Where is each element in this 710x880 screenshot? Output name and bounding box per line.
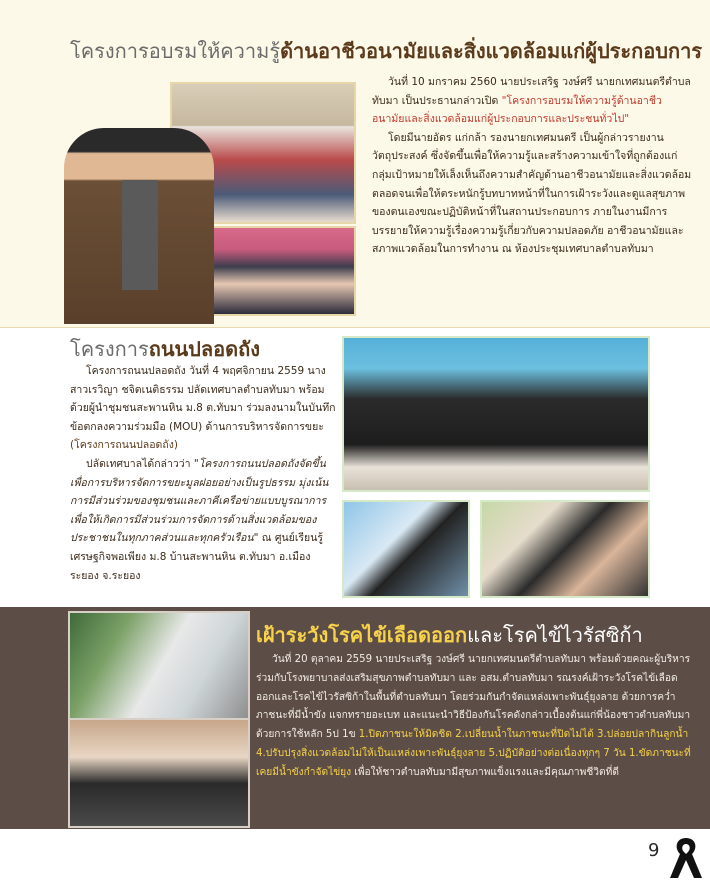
section2-project-link: (โครงการถนนปลอดถัง) — [70, 439, 178, 452]
mourning-ribbon-icon — [666, 832, 706, 880]
section3-title-rest: และโรคไข้ไวรัสซิก้า — [467, 623, 643, 647]
section3-prevention-steps: 1.ปิดภาชนะให้มิดชิด 2.เปลี่ยนน้ำในภาชนะที่ปิดไม่ได้ 3.ปล่อยปลากินลูกน้ำ 4.ปรับปรุงสิ่งแวดล้อมไม่ให้เป็นแหล่งเพาะพันธุ์ยุงลาย 5.ปฏิบัติอย่างต่อเนื่องทุกๆ 7 วัน 1.ขัดภาชนะที่เคยมีน้ำขังกำจัดไข่ยุง — [256, 729, 691, 778]
section2-para2-end: ณ ศูนย์เรียนรู้เศรษฐกิจพอเพียง ม.8 บ้านสะพานหิน ต.ทับมา อ.เมืองระยอง จ.ระยอง — [70, 532, 324, 582]
section2-para2-start: ปลัดเทศบาลได้กล่าวว่า — [86, 457, 194, 470]
section2-title — [70, 336, 260, 362]
section1-para1: วันที่ 10 มกราคม 2560 นายประเสริฐ วงษ์ศรี นายกเทศมนตรีตำบลทับมา เป็นประธานกล่าวเปิด — [372, 76, 691, 107]
section3-para-start: วันที่ 20 ตุลาคม 2559 นายประเสริฐ วงษ์ศรี นายกเทศมนตรีตำบลทับมา พร้อมด้วยคณะผู้บริหาร ร่วมกับโรงพยาบาลส่งเสริมสุขภาพตำบลทับมา และ อสม.ตำบลทับมา รณรงค์เฝ้าระวังโรคไข้เลือดออกและโรคไข้ไวรัสซิก้าในพื้นที่ตำบลทับมา โดยร่วมกันกำจัดแหล่งเพาะพันธุ์ยุงลาย ด้วยการคว่ำภาชนะที่มีน้ำขัง แจกทรายอะเบท และแนะนำวิธีป้องกันโรคดังกล่าวเบื้องต้นแก่พี่น้องชาวตำบลทับมา ด้วยการใช้หลัก 5ป 1ข — [256, 654, 691, 741]
women-audience-photo — [480, 500, 650, 598]
section2-title-plain: โครงการ — [70, 337, 149, 361]
audience-photo — [208, 226, 356, 316]
section3-para-end: เพื่อให้ชาวตำบลทับมามีสุขภาพแข็งแรงและมีคุณภาพชีวิตที่ดี — [351, 766, 619, 778]
officials-team-photo — [68, 718, 250, 828]
page-number: 9 — [648, 840, 660, 861]
section3-title — [256, 621, 643, 649]
man-microphone-photo — [342, 500, 470, 598]
section2-body — [70, 362, 336, 585]
section2-para1: โครงการถนนปลอดถัง วันที่ 4 พฤศจิกายน 2559 นางสาวเรวิญา ชจิตเนติธรรม ปลัดเทศบาลตำบลทับมา พร้อมด้วยผู้นำชุมชนสะพานหิน ม.8 ต.ทับมา ร่วมลงนามในบันทึกข้อตกลงความร่วมมือ (MOU) ด้านการบริหารจัดการขยะ — [70, 365, 336, 433]
section1-title — [70, 38, 703, 64]
fogging-photo — [68, 611, 250, 727]
section1-project-name: "โครงการอบรมให้ความรู้ด้านอาชีวอนามัยและสิ่งแวดล้อมแก่ผู้ประกอบการและประชนทั่วไป" — [372, 94, 662, 126]
section1-para2: โดยมีนายอัดร แก่กล้า รองนายกเทศมนตรี เป็นผู้กล่าวรายงานวัตถุประสงค์ ซึ่งจัดขึ้นเพื่อให้ความรู้และสร้างความเข้าใจที่ถูกต้องแก่กลุ่มเป้าหมายให้เล็งเห็นถึงความสำคัญด้านอาชีวอนามัยและสิ่งแวดล้อม ตลอดจนเพื่อให้ตระหนักรู้บทบาทหน้าที่ในการเฝ้าระวังและดูแลสุขภาพของตนเองขณะปฏิบัติหน้าที่ในสถานประกอบการ ภายในงานมีการบรรยายให้ความรู้เรื่องความรู้เกี่ยวกับความปลอดภัย อาชีวอนามัยและสภาพแวดล้อมในการทำงาน ณ ห้องประชุมเทศบาลตำบลทับมา — [372, 131, 692, 256]
section3-title-bold: เฝ้าระวังโรคไข้เลือดออก — [256, 623, 468, 647]
section2-title-bold: ถนนปลอดถัง — [148, 337, 260, 361]
group-photo — [342, 336, 650, 492]
section1-body — [372, 73, 694, 259]
speaker-photo — [64, 128, 214, 324]
section2-quote: "โครงการถนนปลอดถังจัดขึ้นเพื่อการบริหารจัดการขยะมูลฝอยอย่างเป็นรูปธรรม มุ่งเน้นการมีส่วนร่วมของชุมชนและภาคีเครือข่ายแบบบูรณาการ เพื่อให้เกิดการมีส่วนร่วมการจัดการด้านสิ่งแวดล้อมของประชาชนในทุกภาคส่วนและทุกครัวเรือน" — [70, 457, 329, 545]
section1-title-plain: โครงการอบรมให้ความรู้ — [70, 39, 281, 63]
section3-body — [256, 651, 694, 783]
section1-title-bold: ด้านอาชีวอนามัยและสิ่งแวดล้อมแก่ผู้ประกอบการ — [280, 39, 703, 63]
